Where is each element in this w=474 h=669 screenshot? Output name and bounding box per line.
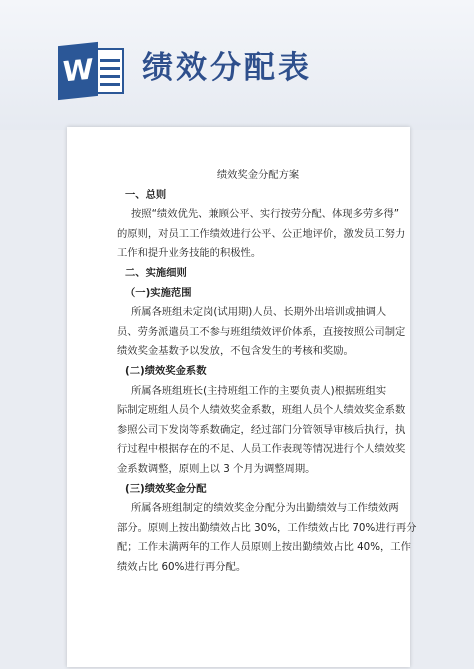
paragraph-line: 工作和提升业务技能的积极性。	[117, 247, 262, 260]
word-letter-tile: W	[58, 42, 98, 100]
paragraph-line: 配；工作未满两年的工作人员原则上按出勤绩效占比 40%，工作	[117, 541, 411, 554]
paragraph-line: 按照“绩效优先、兼顾公平、实行按劳分配、体现多劳多得”	[131, 208, 400, 221]
paragraph-line: 部分。原则上按出勤绩效占比 30%，工作绩效占比 70%进行再分	[117, 521, 417, 534]
document-body	[117, 186, 417, 578]
paragraph-line: 参照公司下发岗等系数确定，经过部门分管领导审核后执行，执	[117, 423, 406, 436]
paragraph-line: 员、劳务派遣员工不参与班组绩效评价体系，直接按照公司制定	[117, 325, 406, 338]
paragraph-line: 绩效奖金基数予以发放，不包含发生的考核和奖励。	[117, 345, 354, 358]
document-title: 绩效奖金分配方案	[216, 169, 300, 181]
header-title: 绩效分配表	[142, 50, 312, 86]
paragraph-line: 所属各班组制定的绩效奖金分配分为出勤绩效与工作绩效两	[131, 502, 399, 515]
paragraph-line: 际制定班组人员个人绩效奖金系数，班组人员个人绩效奖金系数	[117, 404, 406, 417]
paragraph-line: 的原则，对员工工作绩效进行公平、公正地评价，激发员工努力	[117, 227, 406, 240]
paragraph-line: 金系数调整，原则上以 3 个月为调整周期。	[117, 462, 316, 475]
section-heading: （一)实施范围	[125, 286, 192, 299]
section-heading: (二)绩效奖金系数	[125, 364, 207, 377]
paragraph-line: 所属各班组未定岗(试用期)人员、长期外出培训或抽调人	[131, 306, 387, 319]
document-content	[117, 166, 417, 577]
section-heading: 二、实施细则	[125, 266, 187, 279]
paragraph-line: 行过程中根据存在的不足、人员工作表现等情况进行个人绩效奖	[117, 443, 406, 456]
section-heading: 一、总则	[125, 188, 167, 201]
word-document-icon	[58, 44, 128, 98]
header-banner	[0, 0, 474, 130]
paragraph-line: 绩效占比 60%进行再分配。	[117, 560, 247, 573]
section-heading: (三)绩效奖金分配	[125, 482, 207, 495]
paragraph-line: 所属各班组班长(主持班组工作的主要负责人)根据班组实	[131, 384, 387, 397]
